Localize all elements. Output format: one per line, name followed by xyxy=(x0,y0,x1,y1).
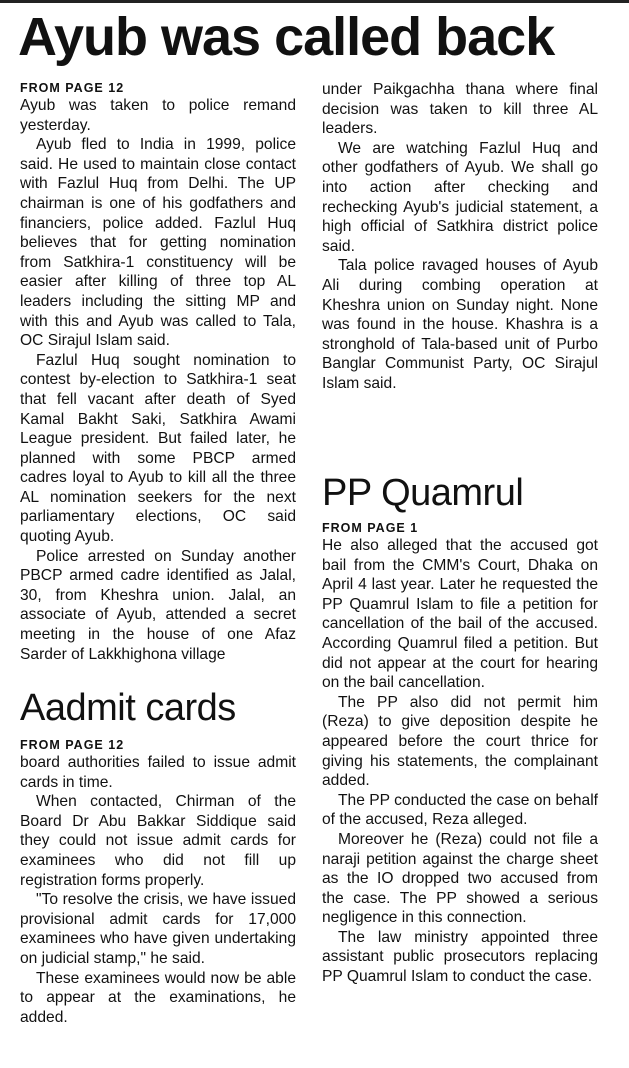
paragraph: Moreover he (Reza) could not file a naraji petition against the charge sheet as the IO dropped two accused from the case. The PP showed a serious negligence in this connection. xyxy=(322,830,598,927)
paragraph: The PP also did not permit him (Reza) to give deposition despite he appeared before the court thrice for giving his statements, the complainant added. xyxy=(322,693,598,790)
paragraph: The PP conducted the case on behalf of the accused, Reza alleged. xyxy=(322,791,598,829)
article-ayub-column-left xyxy=(20,80,296,664)
headline-pp-quamrul: PP Quamrul xyxy=(322,472,524,514)
paragraph: Fazlul Huq sought nomination to contest by-election to Satkhira-1 seat that fell vacant after death of Syed Kamal Bakht Saki, Satkhira Awami League president. But failed later, he planned with some PBCP armed cadres loyal to Ayub to kill all the three AL nomination seekers for the next parliamentary elections, OC said quoting Ayub. xyxy=(20,351,296,546)
paragraph: board authorities failed to issue admit cards in time. xyxy=(20,754,296,791)
article-pp-quamrul xyxy=(322,520,598,987)
paragraph: "To resolve the crisis, we have issued provisional admit cards for 17,000 examinees who have given undertaking on judicial stamp," he said. xyxy=(20,891,296,967)
paragraph: under Paikgachha thana where final decision was taken to kill three AL leaders. xyxy=(322,81,598,138)
headline-ayub: Ayub was called back xyxy=(18,7,555,67)
paragraph: We are watching Fazlul Huq and other godfathers of Ayub. We shall go into action after checking and rechecking Ayub's judicial statement, a high official of Satkhira district police said. xyxy=(322,139,598,255)
from-page-label: FROM PAGE 12 xyxy=(20,81,125,95)
paragraph: When contacted, Chirman of the Board Dr Abu Bakkar Siddique said they could not issue admit cards for examinees who did not fill up registration forms properly. xyxy=(20,793,296,889)
paragraph: Tala police ravaged houses of Ayub Ali during combing operation at Kheshra union on Sunday night. None was found in the house. Khashra is a stronghold of Tala-based unit of Purbo Banglar Communist Party, OC Sirajul Islam said. xyxy=(322,257,598,392)
paragraph: Ayub was taken to police remand yesterday. xyxy=(20,97,296,134)
paragraph: These examinees would now be able to appear at the examinations, he added. xyxy=(20,969,296,1026)
headline-admit-cards: Aadmit cards xyxy=(20,687,236,729)
paragraph: Police arrested on Sunday another PBCP armed cadre identified as Jalal, 30, from Kheshra union. Jalal, an associate of Ayub, attended a secret meeting in the house of one Afaz Sarder of Lakkhighona village xyxy=(20,547,296,663)
top-rule xyxy=(0,0,629,3)
paragraph: The law ministry appointed three assistant public prosecutors replacing PP Quamrul Islam to conduct the case. xyxy=(322,928,598,986)
from-page-label: FROM PAGE 1 xyxy=(322,521,419,535)
from-page-label: FROM PAGE 12 xyxy=(20,738,125,752)
paragraph: Ayub fled to India in 1999, police said. He used to maintain close contact with Fazlul Huq from Delhi. The UP chairman is one of his godfathers and financiers, police added. Fazlul Huq believes that for getting nomination from Satkhira-1 constituency will be easier after killing of three top AL leaders including the sitting MP and with this and Ayub was called to Tala, OC Sirajul Islam said. xyxy=(20,136,296,350)
article-ayub-column-right xyxy=(322,80,598,394)
article-admit-cards xyxy=(20,737,296,1027)
paragraph: He also alleged that the accused got bail from the CMM's Court, Dhaka on April 4 last year. Later he requested the PP Quamrul Islam to file a petition for cancellation of the bail of the accused. According Quamrul filed a petition. But did not appear at the court for hearing on the bail cancellation. xyxy=(322,537,598,692)
